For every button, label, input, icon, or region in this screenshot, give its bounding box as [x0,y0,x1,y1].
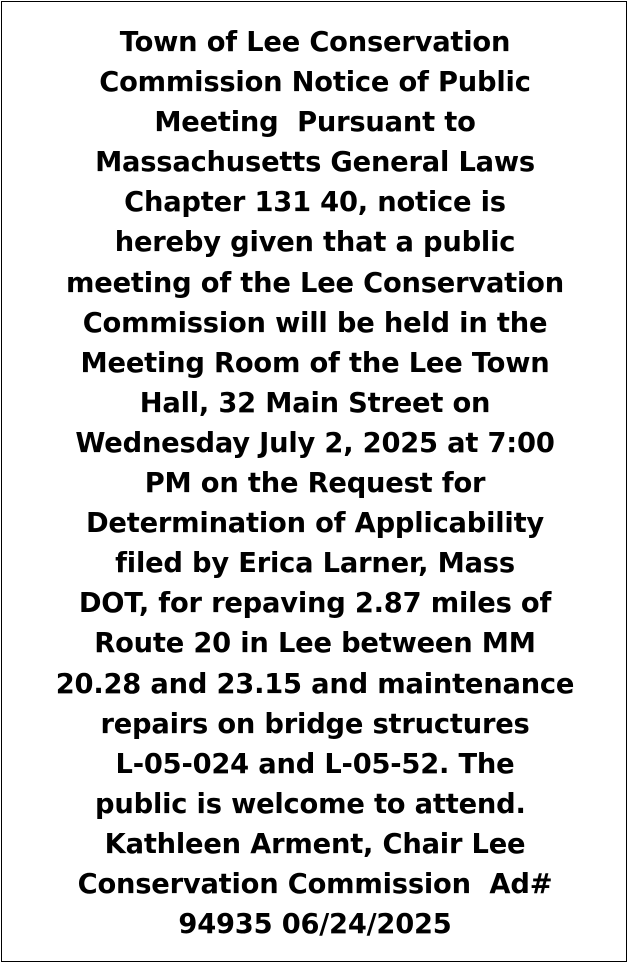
notice-line: Commission Notice of Public [99,67,531,99]
legal-notice-text [2,23,628,945]
notice-line: 94935 06/24/2025 [178,909,452,941]
notice-line: Kathleen Arment, Chair Lee [104,828,526,860]
notice-line: Conservation Commission Ad# [77,868,553,900]
notice-line: Commission will be held in the [82,307,548,339]
notice-line: Determination of Applicability [85,508,545,540]
notice-line: Meeting Room of the Lee Town [80,347,550,379]
notice-line: DOT, for repaving 2.87 miles of [78,588,552,620]
notice-line: L-05-024 and L-05-52. The [115,748,515,780]
notice-line: meeting of the Lee Conservation [66,267,564,299]
notice-line: PM on the Request for [144,468,486,500]
notice-line: Massachusetts General Laws [95,147,535,179]
notice-line: Chapter 131 40, notice is [124,187,506,219]
notice-line: filed by Erica Larner, Mass [115,548,515,580]
notice-line: public is welcome to attend. [95,788,535,820]
legal-notice-frame [1,1,627,962]
notice-line: hereby given that a public [114,227,516,259]
notice-line: Town of Lee Conservation [119,27,511,58]
notice-line: repairs on bridge structures [100,708,530,740]
notice-line: Meeting Pursuant to [154,107,476,139]
notice-line: Hall, 32 Main Street on [139,387,491,419]
notice-line: Wednesday July 2, 2025 at 7:00 [75,427,555,459]
notice-line: Route 20 in Lee between MM [94,628,536,660]
notice-line: 20.28 and 23.15 and maintenance [55,668,575,700]
